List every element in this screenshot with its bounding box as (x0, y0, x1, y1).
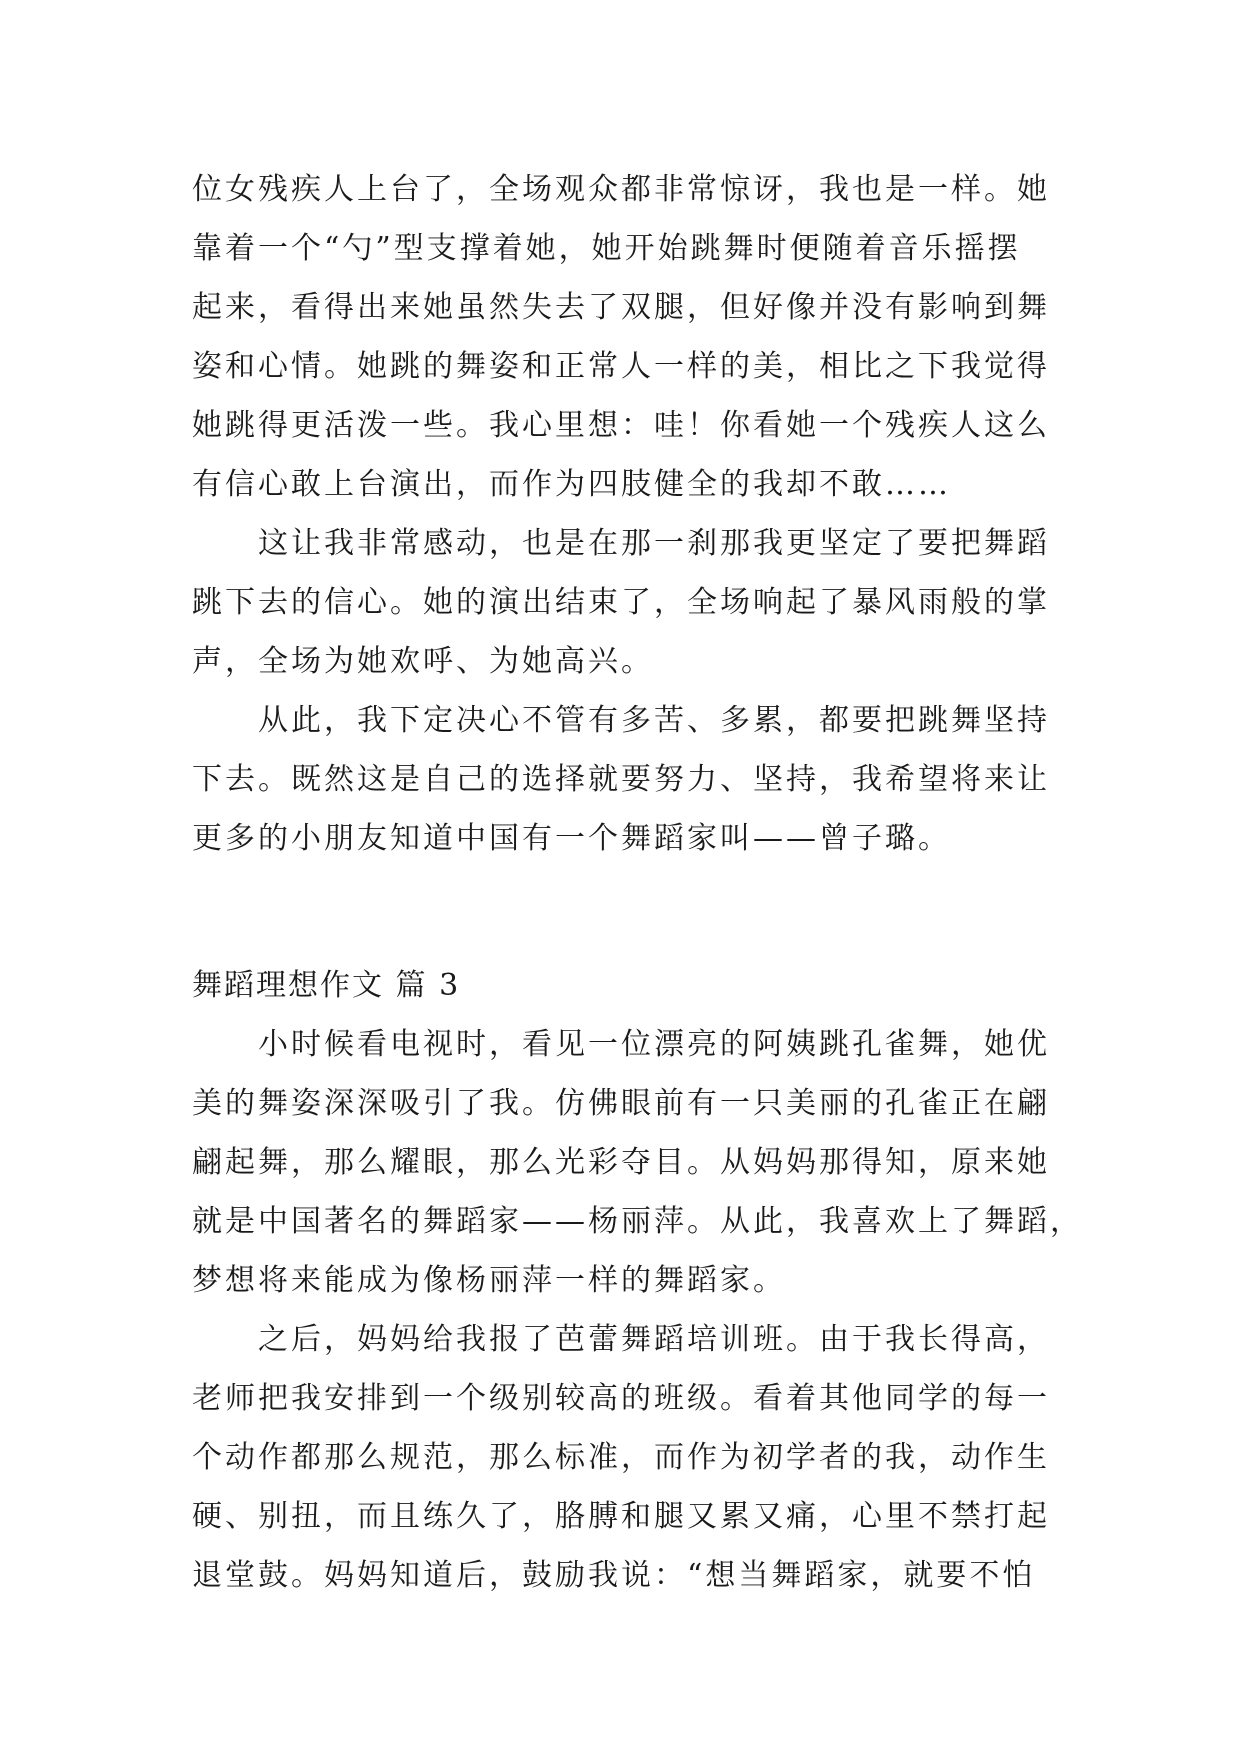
text-line: 退堂鼓。妈妈知道后，鼓励我说：“想当舞蹈家，就要不怕 (192, 1558, 1036, 1593)
text-line: 她跳得更活泼一些。我心里想：哇！你看她一个残疾人这么 (192, 408, 1050, 443)
text-line: 个动作都那么规范，那么标准，而作为初学者的我，动作生 (192, 1440, 1050, 1475)
text-line: 美的舞姿深深吸引了我。仿佛眼前有一只美丽的孔雀正在翩 (192, 1086, 1050, 1121)
text-line: 起来，看得出来她虽然失去了双腿，但好像并没有影响到舞 (192, 290, 1050, 325)
text-line: 有信心敢上台演出，而作为四肢健全的我却不敢…… (192, 467, 951, 502)
text-line: 之后，妈妈给我报了芭蕾舞蹈培训班。由于我长得高， (192, 1322, 1050, 1357)
text-line: 就是中国著名的舞蹈家——杨丽萍。从此，我喜欢上了舞蹈， (192, 1204, 1083, 1239)
text-line: 梦想将来能成为像杨丽萍一样的舞蹈家。 (192, 1263, 786, 1298)
section-gap (192, 868, 1062, 956)
text-line: 小时候看电视时，看见一位漂亮的阿姨跳孔雀舞，她优 (192, 1027, 1050, 1062)
text-line: 靠着一个“勺”型支撑着她，她开始跳舞时便随着音乐摇摆 (192, 231, 1021, 266)
section-heading: 舞蹈理想作文 篇 3 (192, 968, 461, 1003)
text-line: 跳下去的信心。她的演出结束了，全场响起了暴风雨般的掌 (192, 585, 1050, 620)
text-line: 硬、别扭，而且练久了，胳膊和腿又累又痛，心里不禁打起 (192, 1499, 1050, 1534)
text-line: 位女残疾人上台了，全场观众都非常惊讶，我也是一样。她 (192, 172, 1050, 207)
text-line: 姿和心情。她跳的舞姿和正常人一样的美，相比之下我觉得 (192, 349, 1050, 384)
text-line: 声，全场为她欢呼、为她高兴。 (192, 644, 654, 679)
text-line: 翩起舞，那么耀眼，那么光彩夺目。从妈妈那得知，原来她 (192, 1145, 1050, 1180)
text-line: 老师把我安排到一个级别较高的班级。看着其他同学的每一 (192, 1381, 1050, 1416)
text-line: 更多的小朋友知道中国有一个舞蹈家叫——曾子璐。 (192, 821, 951, 856)
text-line: 从此，我下定决心不管有多苦、多累，都要把跳舞坚持 (192, 703, 1050, 738)
text-line: 下去。既然这是自己的选择就要努力、坚持，我希望将来让 (192, 762, 1050, 797)
text-line: 这让我非常感动，也是在那一刹那我更坚定了要把舞蹈 (192, 526, 1050, 561)
document-body (192, 160, 1083, 1605)
